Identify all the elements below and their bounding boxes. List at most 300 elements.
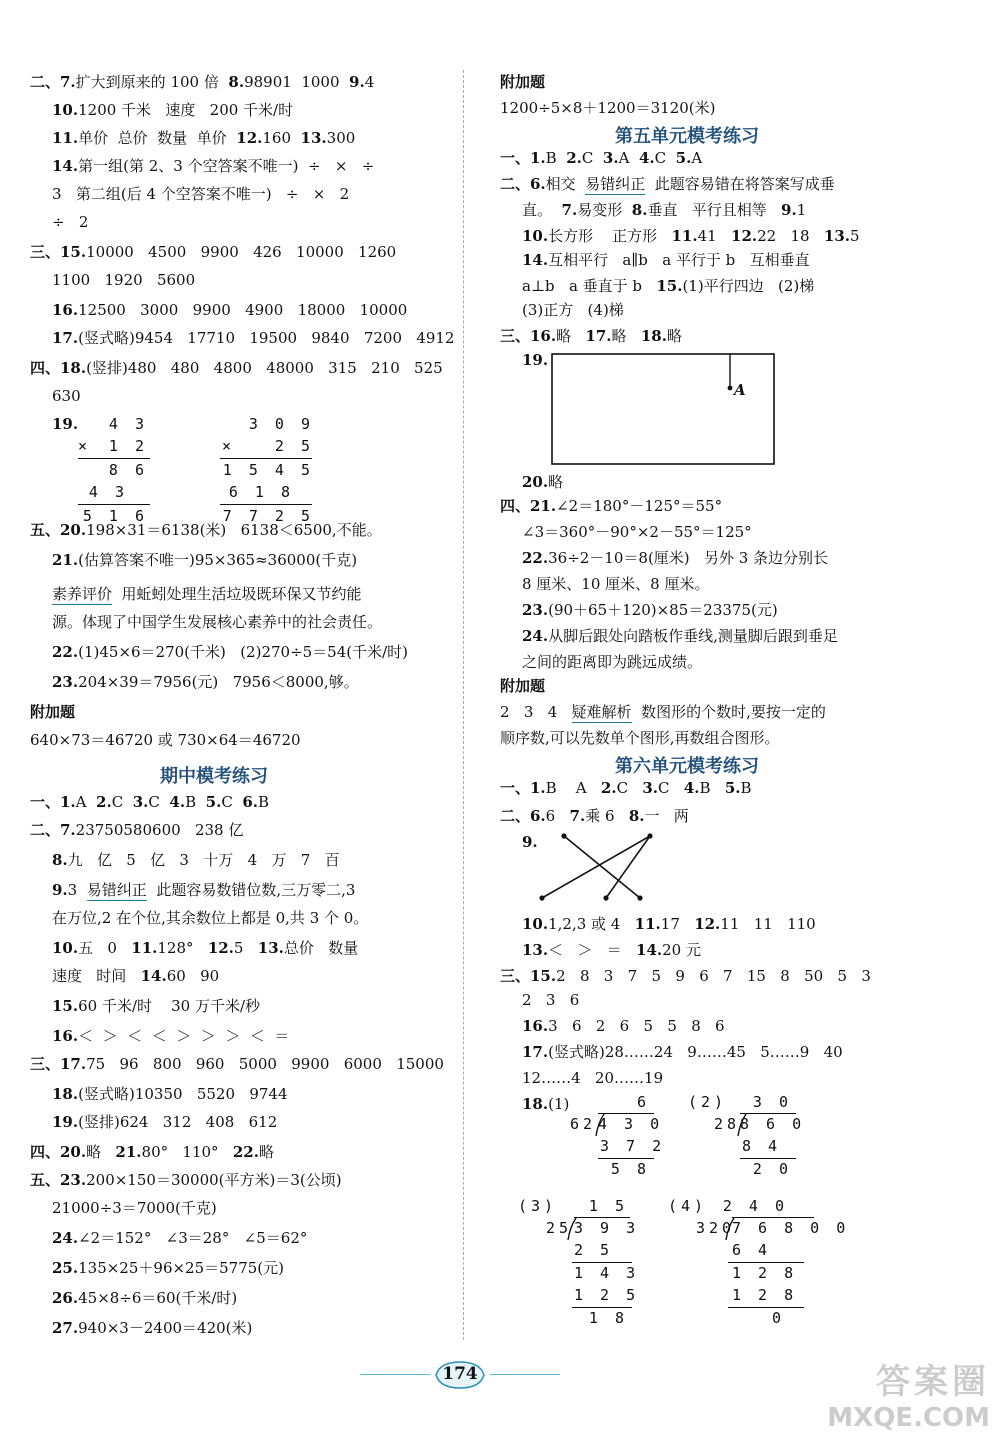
- l34-t2: 80° 110°: [141, 1143, 233, 1161]
- div3-subtract2: 1 2 5: [574, 1286, 640, 1304]
- l22-t4: B: [185, 793, 206, 811]
- div4-quotient: 2 4 0: [722, 1197, 788, 1215]
- l25-t: 3: [67, 881, 87, 899]
- l10-n: 17.: [52, 329, 79, 347]
- r23-t5: B: [740, 779, 752, 797]
- answer-line-l20: [30, 702, 75, 722]
- l16-tag: 素养评价: [52, 585, 113, 603]
- l4-n: 14.: [52, 157, 79, 175]
- answer-line-r17: [522, 600, 778, 620]
- r6-n4: 13.: [823, 227, 851, 245]
- answer-line-r15: [522, 548, 828, 568]
- r6-t2: 41: [697, 227, 732, 245]
- r23-t3: C: [658, 779, 684, 797]
- div1-remainder: 5 8: [610, 1160, 650, 1178]
- r10-n: 三、16.: [500, 327, 557, 345]
- answer-line-l18: [52, 642, 408, 662]
- answer-line-l21: [30, 730, 301, 750]
- r5-t2: 易变形: [577, 201, 632, 219]
- r17-n: 23.: [522, 601, 549, 619]
- l27-t2: 128°: [157, 939, 208, 957]
- div2-quotient: 3 0: [752, 1093, 792, 1111]
- mult1-op: ×: [78, 437, 92, 455]
- r3-t5: A: [691, 149, 703, 167]
- r23-n: 一、1.: [500, 779, 546, 797]
- r18-t: 从脚后跟处向踏板作垂线,测量脚后跟到垂足: [548, 627, 838, 645]
- answer-line-r12: [522, 472, 563, 492]
- r9-t: (3)正方 (4)梯: [522, 301, 624, 319]
- r23-t4: B: [699, 779, 725, 797]
- r23-n5: 5.: [724, 779, 741, 797]
- answer-line-r23: [500, 778, 752, 798]
- r19-t: 之间的距离即为跳远成绩。: [522, 653, 703, 671]
- l32-t: (竖式略)10350 5520 9744: [78, 1085, 288, 1103]
- answer-line-r16: [522, 574, 709, 594]
- heading-unit6: 第六单元模考练习: [615, 756, 759, 777]
- r13-n: 四、21.: [500, 497, 557, 515]
- l16-t: 用蚯蚓处理生活垃圾既环保又节约能: [112, 585, 362, 603]
- l36-t: 21000÷3＝7000(千克): [52, 1199, 217, 1217]
- answer-line-l25: [52, 880, 355, 900]
- r5-t3: 垂直 平行且相等: [647, 201, 782, 219]
- div2-divisor: 28: [714, 1115, 741, 1133]
- div1-divisor: 62: [570, 1115, 597, 1133]
- answer-line-l32: [52, 1084, 288, 1104]
- l14-t: 198×31＝6138(米) 6138＜6500,不能。: [86, 521, 382, 539]
- r3-t: B: [545, 149, 567, 167]
- div2-remainder: 2 0: [752, 1160, 792, 1178]
- answer-line-r26: [522, 914, 816, 934]
- answer-line-r10: [500, 326, 682, 346]
- l27-t3: 5: [233, 939, 258, 957]
- multiplication-309x25: [210, 414, 320, 524]
- div2-label: (2): [688, 1093, 728, 1111]
- r4-t2: 此题容易错在将答案写成垂: [645, 175, 835, 193]
- l27-t4: 总价 数量: [283, 939, 359, 957]
- r3-n2: 2.: [566, 149, 582, 167]
- l25-t2: 此题容易数错位数,三万零二,3: [146, 881, 356, 899]
- l2-n: 10.: [52, 101, 79, 119]
- answer-line-r21: [500, 702, 826, 722]
- r23-n3: 3.: [642, 779, 659, 797]
- r24-t3: 一 两: [644, 807, 689, 825]
- r23-t2: C: [616, 779, 643, 797]
- r6-t3: 22 18: [757, 227, 824, 245]
- div4-middle: 1 2 8: [732, 1264, 798, 1282]
- l18-n: 22.: [52, 643, 79, 661]
- r27-t: ＜ ＞ ＝: [548, 941, 637, 959]
- l22-n2: 2.: [96, 793, 112, 811]
- l40-n: 27.: [52, 1319, 79, 1337]
- answer-line-r3: [500, 148, 702, 168]
- l22-t3: C: [148, 793, 170, 811]
- answer-line-r32: [522, 1068, 663, 1088]
- l13-n: 19.: [52, 415, 79, 433]
- r7-t: 互相平行 a∥b a 平行于 b 互相垂直: [548, 251, 810, 269]
- r31-t: (竖式略)28……24 9……45 5……9 40: [548, 1043, 843, 1061]
- l28-t2: 60 90: [166, 967, 220, 985]
- r10-n3: 18.: [640, 327, 667, 345]
- div2-bracket: [738, 1113, 748, 1137]
- r8-n2: 15.: [656, 277, 683, 295]
- l28-t: 速度 时间: [52, 967, 141, 985]
- answer-line-r18: [522, 626, 838, 646]
- l22-n6: 6.: [242, 793, 259, 811]
- answer-line-r7: [522, 250, 810, 270]
- answer-line-l38: [52, 1258, 284, 1278]
- div4-label: (4): [668, 1197, 708, 1215]
- watermark-line1: 答案圈: [876, 1362, 990, 1402]
- r8-t2: (1)平行四边 (2)梯: [682, 277, 815, 295]
- answer-line-l34: [30, 1142, 274, 1162]
- r4-t: 相交: [545, 175, 586, 193]
- l38-n: 25.: [52, 1259, 79, 1277]
- r3-t4: C: [654, 149, 676, 167]
- heading-unit5: 第五单元模考练习: [615, 126, 759, 147]
- r15-t: 36÷2－10＝8(厘米) 另外 3 条边分别长: [548, 549, 829, 567]
- answer-line-r28: [500, 966, 871, 986]
- l23-t: 23750580600 238 亿: [75, 821, 244, 839]
- l6-t: ÷ 2: [52, 213, 89, 231]
- div4-subtract1: 6 4: [732, 1241, 772, 1259]
- div4-bracket: [726, 1217, 736, 1241]
- l22-t2: C: [111, 793, 133, 811]
- r24-n2: 7.: [569, 807, 586, 825]
- l1-n2: 8.: [228, 73, 245, 91]
- r8-t: a⊥b a 垂直于 b: [522, 277, 657, 295]
- l39-n: 26.: [52, 1289, 79, 1307]
- l25-tag: 易错纠正: [86, 881, 147, 899]
- r7-n: 14.: [522, 251, 549, 269]
- l27-n2: 11.: [131, 939, 158, 957]
- l32-n: 18.: [52, 1085, 79, 1103]
- l29-n: 15.: [52, 997, 79, 1015]
- answer-line-l2: [52, 100, 293, 120]
- answer-line-l17: [52, 612, 382, 632]
- footer-rule-right: [490, 1374, 560, 1375]
- answer-line-l27: [52, 938, 358, 958]
- l22-t6: B: [258, 793, 270, 811]
- div3-middle: 1 4 3: [574, 1264, 640, 1282]
- answer-line-r1: [500, 72, 545, 92]
- division-430-by-62: [560, 1092, 680, 1192]
- r6-n3: 12.: [731, 227, 758, 245]
- r28-n: 三、15.: [500, 967, 557, 985]
- l28-n2: 14.: [140, 967, 167, 985]
- l37-n: 24.: [52, 1229, 79, 1247]
- answer-line-l28: [52, 966, 219, 986]
- l30-t: ＜ ＞ ＜ ＜ ＞ ＞ ＞ ＜ ＝: [78, 1027, 290, 1045]
- r17-t: (90＋65＋120)×85＝23375(元): [548, 601, 778, 619]
- answer-line-r4: [500, 174, 835, 194]
- r24-n: 二、6.: [500, 807, 546, 825]
- answer-line-r8: [522, 276, 814, 296]
- l9-n: 16.: [52, 301, 79, 319]
- l3-t: 单价 总价 数量 单价: [78, 129, 237, 147]
- mult1-b: 1 2: [108, 437, 148, 455]
- l11-t: (竖排)480 480 4800 48000 315 210 525: [86, 359, 443, 377]
- r3-t2: C: [581, 149, 603, 167]
- answer-line-r6: [522, 226, 860, 246]
- r1-n: 附加题: [500, 73, 546, 91]
- l37-t: ∠2＝152° ∠3＝28° ∠5＝62°: [78, 1229, 308, 1247]
- r6-n2: 11.: [671, 227, 698, 245]
- div4-remainder: 0: [772, 1309, 786, 1327]
- l15-t: (估算答案不唯一)95×365≈36000(千克): [78, 551, 358, 569]
- l27-n: 10.: [52, 939, 79, 957]
- answer-line-l10: [52, 328, 454, 348]
- div3-quotient: 1 5: [588, 1197, 628, 1215]
- r33-n: 18.: [522, 1095, 549, 1113]
- r20-n: 附加题: [500, 677, 546, 695]
- answer-line-l26: [52, 908, 368, 928]
- answer-line-l16: [52, 584, 362, 604]
- r5-t: 直。: [522, 201, 562, 219]
- r10-t2: 略: [611, 327, 641, 345]
- div3-dividend: 3 9 3: [574, 1219, 640, 1237]
- l33-n: 19.: [52, 1113, 79, 1131]
- r16-t: 8 厘米、10 厘米、8 厘米。: [522, 575, 710, 593]
- l35-n: 五、23.: [30, 1171, 87, 1189]
- div3-subtract1: 2 5: [574, 1241, 614, 1259]
- answer-line-l23: [30, 820, 243, 840]
- answer-line-r19: [522, 652, 702, 672]
- l39-t: 45×8÷6＝60(千米/时): [78, 1289, 238, 1307]
- l34-t3: 略: [258, 1143, 274, 1161]
- r30-t: 3 6 2 6 5 5 8 6: [548, 1017, 725, 1035]
- l3-t3: 300: [326, 129, 356, 147]
- l34-t: 略: [86, 1143, 116, 1161]
- div3-remainder: 1 8: [588, 1309, 628, 1327]
- mult2-result: 7 7 2 5: [222, 507, 314, 525]
- watermark: [827, 1354, 990, 1433]
- r21-t2: 数图形的个数时,要按一定的: [631, 703, 826, 721]
- point-a-label: A: [734, 381, 746, 399]
- answer-line-l4: [52, 156, 374, 176]
- div3-bracket: [568, 1217, 578, 1241]
- answer-line-l35: [30, 1170, 342, 1190]
- r10-t: 略: [556, 327, 586, 345]
- r22-t: 顺序数,可以先数单个图形,再数组合图形。: [500, 729, 780, 747]
- answer-line-r22: [500, 728, 780, 748]
- l22-n3: 3.: [132, 793, 149, 811]
- r23-n2: 2.: [600, 779, 617, 797]
- l24-t: 九 亿 5 亿 3 十万 4 万 7 百: [67, 851, 340, 869]
- div2-dividend: 8 6 0: [740, 1115, 806, 1133]
- answer-line-l31: [30, 1054, 444, 1074]
- l31-n: 三、17.: [30, 1055, 87, 1073]
- answer-line-r9: [522, 300, 624, 320]
- r5-t4: 1: [796, 201, 807, 219]
- mult1-p1: 8 6: [108, 461, 148, 479]
- l2-t: 1200 千米 速度 200 千米/时: [78, 101, 294, 119]
- r5-n3: 8.: [631, 201, 648, 219]
- l23-n: 二、7.: [30, 821, 76, 839]
- r23-t: B A: [545, 779, 601, 797]
- l8-t: 1100 1920 5600: [52, 271, 196, 289]
- r26-n: 10.: [522, 915, 549, 933]
- mult2-p2: 6 1 8: [228, 483, 294, 501]
- r4-n: 二、6.: [500, 175, 546, 193]
- l3-t2: 160: [262, 129, 301, 147]
- answer-line-r31: [522, 1042, 843, 1062]
- answer-line-r5: [522, 200, 806, 220]
- answer-line-l29: [52, 996, 260, 1016]
- div1-subtract: 3 7 2: [600, 1137, 666, 1155]
- l20-n: 附加题: [30, 703, 76, 721]
- answer-line-l9: [52, 300, 407, 320]
- r6-t4: 5: [850, 227, 860, 245]
- answer-line-l15: [52, 550, 357, 570]
- div2-subtract: 8 4: [742, 1137, 782, 1155]
- div4-divisor: 320: [696, 1219, 736, 1237]
- div3-divisor: 25: [546, 1219, 573, 1237]
- l15-n: 21.: [52, 551, 79, 569]
- l38-t: 135×25＋96×25＝5775(元): [78, 1259, 285, 1277]
- r23-n4: 4.: [683, 779, 700, 797]
- r2-t: 1200÷5×8＋1200＝3120(米): [500, 99, 716, 117]
- l7-n: 三、15.: [30, 243, 87, 261]
- l27-n3: 12.: [207, 939, 234, 957]
- division-860-by-28: [688, 1092, 808, 1192]
- answer-line-l11: [30, 358, 443, 378]
- r15-n: 22.: [522, 549, 549, 567]
- r13-t: ∠2＝180°－125°＝55°: [556, 497, 723, 515]
- l27-n4: 13.: [257, 939, 284, 957]
- answer-line-r13: [500, 496, 722, 516]
- answer-line-r29: [522, 990, 579, 1010]
- l31-t: 75 96 800 960 5000 9900 6000 15000: [86, 1055, 444, 1073]
- r6-n: 10.: [522, 227, 549, 245]
- l34-n2: 21.: [115, 1143, 142, 1161]
- r5-n4: 9.: [781, 201, 797, 219]
- footer-rule-left: [360, 1374, 430, 1375]
- l22-n5: 5.: [205, 793, 222, 811]
- l7-t: 10000 4500 9900 426 10000 1260: [86, 243, 397, 261]
- answer-line-r30: [522, 1016, 725, 1036]
- r21-t: 2 3 4: [500, 703, 572, 721]
- l25-n: 9.: [52, 881, 68, 899]
- l5-t: 3 第二组(后 4 个空答案不唯一) ÷ × 2: [52, 185, 350, 203]
- l4-t: 第一组(第 2、3 个空答案不唯一) ÷ × ÷: [78, 157, 375, 175]
- l22-n: 一、1.: [30, 793, 76, 811]
- answer-line-r27: [522, 940, 701, 960]
- l1-t3: 4: [364, 73, 375, 91]
- l10-t: (竖式略)9454 17710 19500 9840 7200 4912: [78, 329, 455, 347]
- r10-n2: 17.: [585, 327, 612, 345]
- l12-t: 630: [52, 387, 81, 405]
- mult1-p2: 4 3: [88, 483, 128, 501]
- div4-dividend: 7 6 8 0 0: [732, 1219, 850, 1237]
- div4-subtract2: 1 2 8: [732, 1286, 798, 1304]
- l22-t5: C: [221, 793, 243, 811]
- r5-n2: 7.: [561, 201, 578, 219]
- r18-n: 24.: [522, 627, 549, 645]
- r12-n: 20.: [522, 473, 549, 491]
- answer-line-r20: [500, 676, 545, 696]
- l11-n: 四、18.: [30, 359, 87, 377]
- l1-n3: 9.: [349, 73, 365, 91]
- l33-t: (竖排)624 312 408 612: [78, 1113, 278, 1131]
- mult1-result: 5 1 6: [82, 507, 148, 525]
- r26-t2: 17: [660, 915, 695, 933]
- div1-dividend: 4 3 0: [598, 1115, 664, 1133]
- l19-n: 23.: [52, 673, 79, 691]
- l18-t: (1)45×6＝270(千米) (2)270÷5＝54(千米/时): [78, 643, 409, 661]
- answer-line-l19: [52, 672, 359, 692]
- answer-line-l24: [52, 850, 340, 870]
- l27-t: 五 0: [78, 939, 132, 957]
- column-divider: [463, 70, 464, 1340]
- answer-line-r11: [522, 350, 548, 370]
- matching-lines-diagram: [530, 830, 680, 910]
- r3-t3: A: [618, 149, 639, 167]
- l3-n2: 12.: [236, 129, 263, 147]
- answer-line-l36: [52, 1198, 217, 1218]
- answer-line-l39: [52, 1288, 237, 1308]
- answer-line-l6: [52, 212, 88, 232]
- div1-quotient: 6: [636, 1093, 650, 1111]
- r25-n: 9.: [522, 833, 538, 851]
- answer-line-l1: [30, 72, 374, 92]
- r3-n5: 5.: [675, 149, 692, 167]
- mult2-p1: 1 5 4 5: [222, 461, 314, 479]
- l40-t: 940×3－2400＝420(米): [78, 1319, 253, 1337]
- mult2-op: ×: [222, 437, 236, 455]
- r26-n2: 11.: [634, 915, 661, 933]
- l1-n: 二、7.: [30, 73, 76, 91]
- r21-tag: 疑难解析: [571, 703, 632, 721]
- l35-t: 200×150＝30000(平方米)＝3(公顷): [86, 1171, 342, 1189]
- l30-n: 16.: [52, 1027, 79, 1045]
- r14-t: ∠3＝360°－90°×2－55°＝125°: [522, 523, 752, 541]
- r26-t: 1,2,3 或 4: [548, 915, 635, 933]
- r24-t2: 乘 6: [585, 807, 629, 825]
- r3-n4: 4.: [638, 149, 655, 167]
- answer-line-l37: [52, 1228, 307, 1248]
- r3-n3: 3.: [602, 149, 619, 167]
- answer-line-r2: [500, 98, 715, 118]
- answer-line-l12: [52, 386, 81, 406]
- r26-n3: 12.: [694, 915, 721, 933]
- l24-n: 8.: [52, 851, 68, 869]
- r3-n: 一、1.: [500, 149, 546, 167]
- l19-t: 204×39＝7956(元) 7956＜8000,够。: [78, 673, 359, 691]
- r32-t: 12……4 20……19: [522, 1069, 664, 1087]
- r27-t2: 20 元: [662, 941, 701, 959]
- division-393-by-25: [518, 1196, 648, 1336]
- div1-bracket: [596, 1113, 606, 1137]
- l22-n4: 4.: [169, 793, 186, 811]
- r26-t3: 11 11 110: [720, 915, 816, 933]
- answer-line-l40: [52, 1318, 252, 1338]
- answer-line-l5: [52, 184, 349, 204]
- r24-t: 6: [545, 807, 570, 825]
- r6-t: 长方形 正方形: [548, 227, 672, 245]
- answer-line-l33: [52, 1112, 277, 1132]
- division-76800-by-320: [668, 1196, 850, 1336]
- rectangle-diagram: [548, 350, 778, 470]
- mult1-a: 4 3: [108, 415, 148, 433]
- l21-t: 640×73＝46720 或 730×64＝46720: [30, 731, 301, 749]
- l22-t: A: [75, 793, 97, 811]
- l26-t: 在万位,2 在个位,其余数位上都是 0,共 3 个 0。: [52, 909, 369, 927]
- l29-t: 60 千米/时 30 万千米/秒: [78, 997, 260, 1015]
- l17-t: 源。体现了中国学生发展核心素养中的社会责任。: [52, 613, 383, 631]
- l14-n: 五、20.: [30, 521, 87, 539]
- heading-midterm: 期中模考练习: [160, 766, 268, 787]
- r11-n: 19.: [522, 351, 549, 369]
